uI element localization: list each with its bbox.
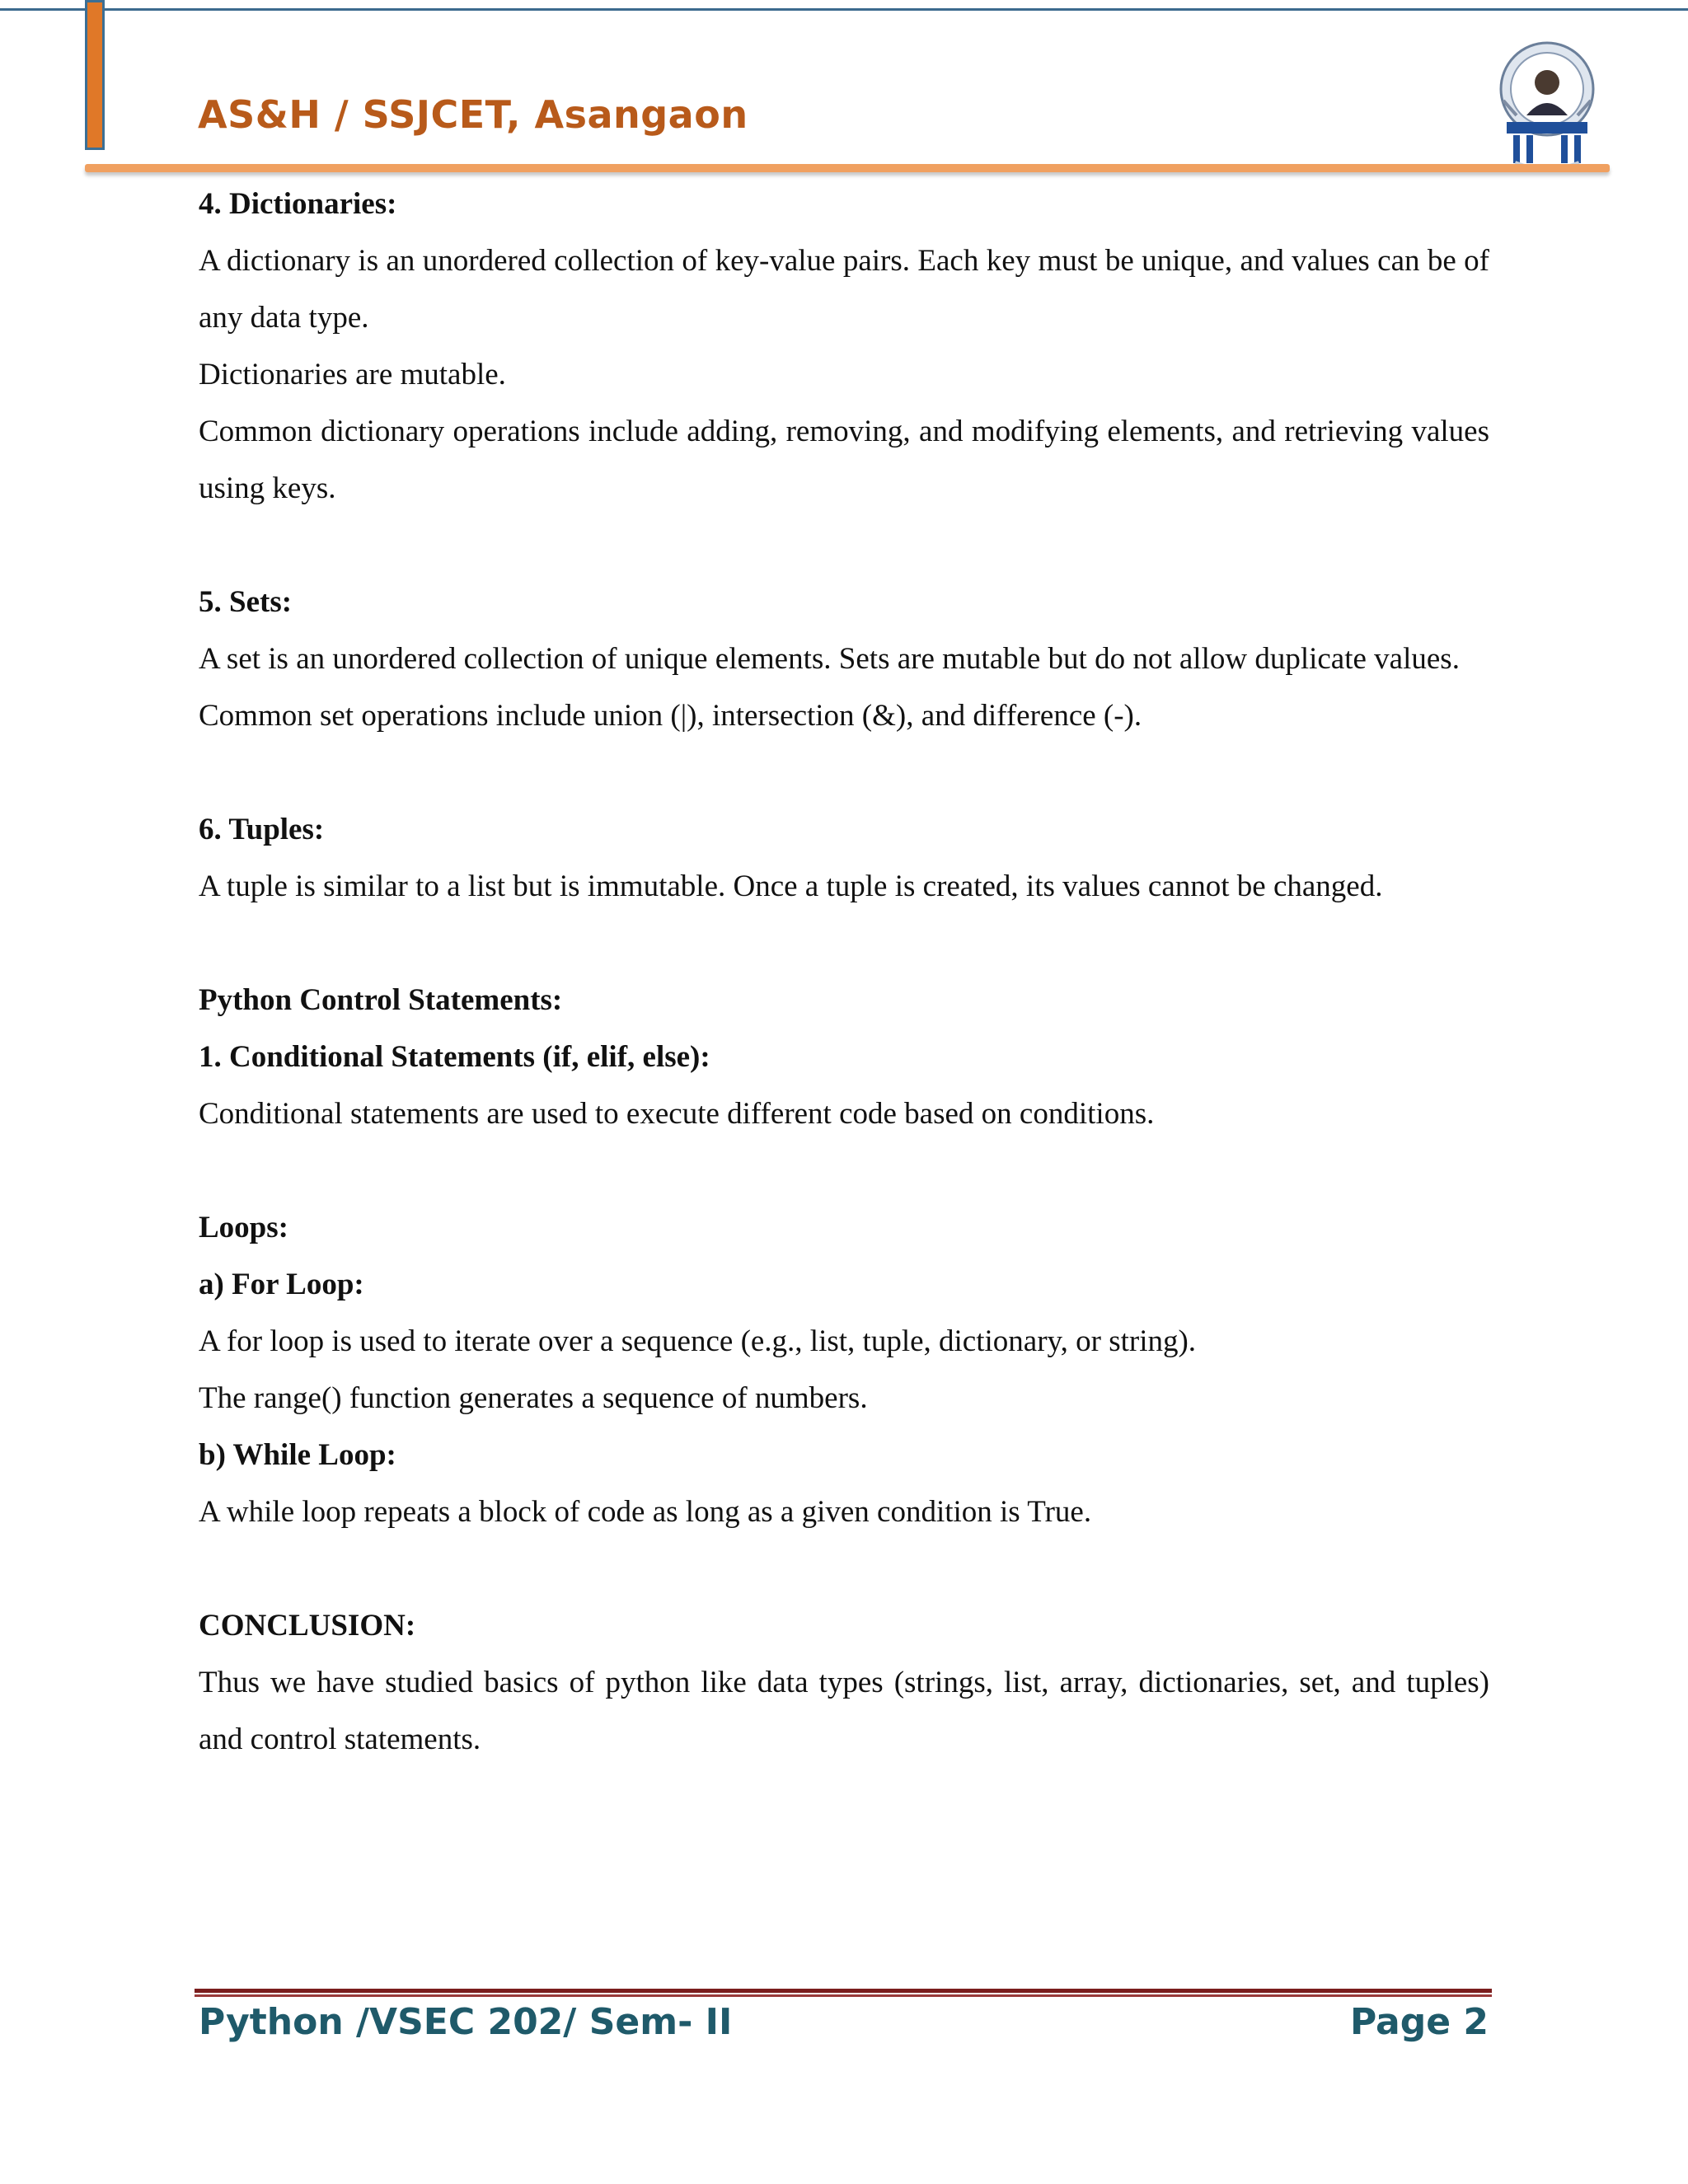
footer-course-label: Python /VSEC 202/ Sem- II: [199, 2001, 733, 2043]
paragraph: A for loop is used to iterate over a sequence (e.g., list, tuple, dictionary, or string).: [199, 1324, 1197, 1358]
section-heading-conclusion: CONCLUSION:: [199, 1609, 416, 1643]
page-content: [199, 176, 1489, 1768]
paragraph: A dictionary is an unordered collection of key-value pairs. Each key must be unique, and values can be of any data type.: [199, 244, 1489, 335]
subheading-conditional-statements: 1. Conditional Statements (if, elif, else):: [199, 1040, 710, 1074]
header-rule: [85, 164, 1610, 172]
header-accent-bar: [85, 0, 105, 150]
section-heading-dictionaries: 4. Dictionaries:: [199, 187, 397, 221]
section-heading-loops: Loops:: [199, 1211, 288, 1244]
section-heading-control-statements: Python Control Statements:: [199, 983, 563, 1017]
paragraph: Common set operations include union (|), intersection (&), and difference (-).: [199, 699, 1142, 733]
subheading-for-loop: a) For Loop:: [199, 1268, 364, 1301]
subheading-while-loop: b) While Loop:: [199, 1438, 396, 1472]
footer-rule: [195, 1989, 1492, 1993]
paragraph: Conditional statements are used to execute different code based on conditions.: [199, 1097, 1155, 1131]
section-heading-tuples: 6. Tuples:: [199, 813, 325, 846]
paragraph: A tuple is similar to a list but is immutable. Once a tuple is created, its values cannot be changed.: [199, 869, 1383, 903]
paragraph: Thus we have studied basics of python like data types (strings, list, array, dictionaries, set, and tuples) and control statements.: [199, 1666, 1489, 1756]
paragraph: A while loop repeats a block of code as long as a given condition is True.: [199, 1495, 1092, 1529]
paragraph: Dictionaries are mutable.: [199, 358, 506, 391]
paragraph: Common dictionary operations include adding, removing, and modifying elements, and retrieving values using keys.: [199, 415, 1489, 505]
college-seal-logo: [1492, 40, 1602, 173]
top-border-line: [0, 8, 1688, 11]
section-heading-sets: 5. Sets:: [199, 585, 293, 619]
paragraph: A set is an unordered collection of unique elements. Sets are mutable but do not allow duplicate values.: [199, 642, 1460, 676]
footer-rule-thin: [195, 1994, 1492, 1997]
page-number: Page 2: [1349, 2001, 1489, 2043]
header-title: AS&H / SSJCET, Asangaon: [198, 92, 748, 137]
paragraph: The range() function generates a sequence of numbers.: [199, 1381, 868, 1415]
